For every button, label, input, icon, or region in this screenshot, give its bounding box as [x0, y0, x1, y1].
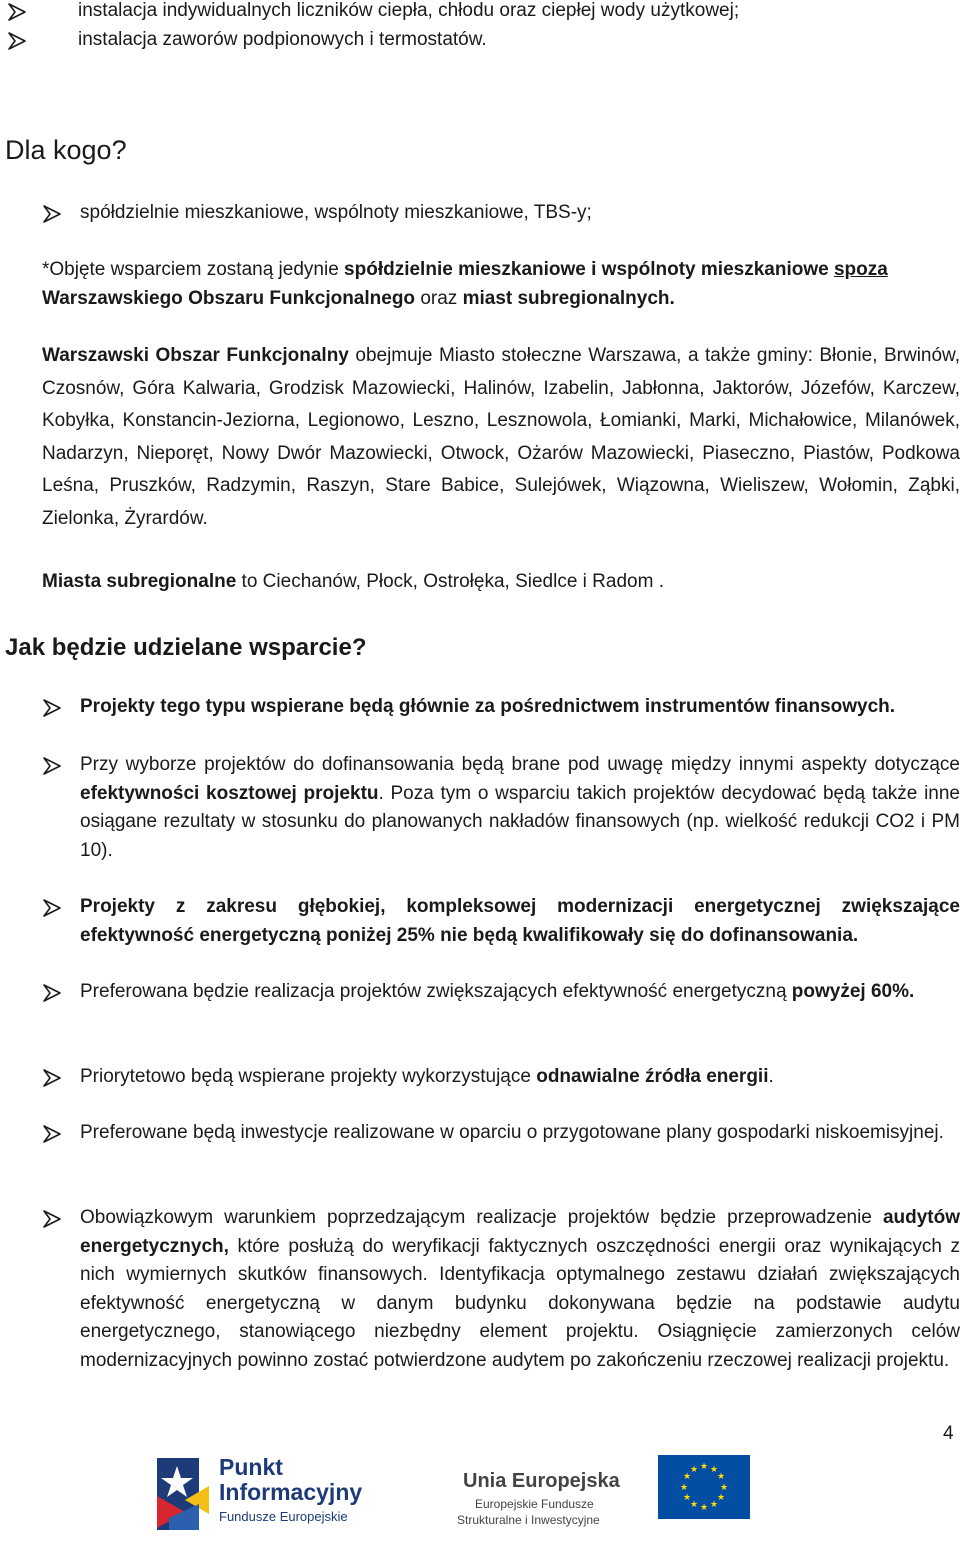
- b7-text-2: które posłużą do weryfikacji faktycznych oszczędności energii oraz wynikających z nich wymiernych skutków finansowych. Identyfikacja optymalnego zestawu działań zwiększających efektywność energetyczną w danym budynku dokonywana będzie na podstawie audytu energetycznego, stanowiącego niezbędny element projektu. Osiągnięcie zamierzonych celów modernizacyjnych powinno zostać potwierdzone audytem po zakończeniu rzeczowej realizacji projektu.: [80, 1235, 960, 1371]
- pi-logo-line2: Informacyjny: [219, 1479, 363, 1505]
- arrowhead-bullet-icon: [41, 755, 67, 781]
- b7-bold: audytów energetycznych,: [80, 1207, 960, 1257]
- svg-text:★: ★: [689, 1465, 699, 1475]
- subregional-paragraph: [42, 568, 960, 597]
- eu-logo-line1: Unia Europejska: [463, 1470, 620, 1492]
- list-item-text: instalacja zaworów podpionowych i termostatów.: [78, 29, 487, 50]
- punkt-informacyjny-logo: [155, 1452, 385, 1532]
- list-item-text: [80, 751, 960, 865]
- eu-logo: [455, 1455, 755, 1535]
- svg-text:★: ★: [699, 1462, 709, 1472]
- pi-logo-line3: Fundusze Europejskie: [219, 1509, 348, 1524]
- arrowhead-bullet-icon: [41, 1123, 67, 1149]
- note-underlined-outside: spoza: [833, 259, 888, 280]
- eu-logo-line2: Europejskie Fundusze: [475, 1497, 594, 1511]
- b2-text-1: Przy wyborze projektów do dofinansowania będą brane pod uwagę między innymi aspekty dotyczące: [80, 754, 960, 775]
- b4-text: Preferowana będzie realizacja projektów zwiększających efektywność energetyczną: [80, 981, 792, 1002]
- arrowhead-bullet-icon: [41, 1208, 67, 1234]
- list-item-text: Preferowane będą inwestycje realizowane w oparciu o przygotowane plany gospodarki niskoemisyjnej.: [80, 1122, 944, 1143]
- wof-paragraph: [42, 340, 960, 536]
- list-item-text: [80, 1204, 960, 1375]
- list-item-text: [80, 978, 960, 1007]
- section-heading-support: Jak będzie udzielane wsparcie?: [5, 634, 367, 661]
- arrowhead-bullet-icon: [41, 1067, 67, 1093]
- eu-logo-line3: Strukturalne i Inwestycyjne: [457, 1513, 600, 1527]
- b2-text-2: . Poza tym o wsparciu takich projektów decydować będą także inne osiągane rezultaty w stosunku do planowanych nakładów finansowych (np. wielkość redukcji CO2 i PM 10).: [80, 782, 960, 861]
- arrowhead-bullet-icon: [41, 982, 67, 1008]
- b4-bold: powyżej 60%.: [791, 981, 915, 1002]
- svg-text:★: ★: [716, 1493, 726, 1503]
- arrowhead-bullet-icon: [41, 697, 67, 723]
- arrowhead-bullet-icon: [41, 203, 67, 229]
- svg-text:★: ★: [689, 1500, 699, 1510]
- note-prefix: *Objęte wsparciem zostaną jedynie: [42, 259, 345, 280]
- b7-text-1: Obowiązkowym warunkiem poprzedzającym realizacje projektów będzie przeprowadzenie: [80, 1207, 883, 1228]
- page-number: 4: [943, 1423, 954, 1444]
- svg-text:★: ★: [709, 1465, 719, 1475]
- list-item-text: [80, 1063, 960, 1092]
- note-mid: oraz: [415, 287, 463, 309]
- pi-logo-line1: Punkt: [219, 1454, 283, 1480]
- eligibility-note: [42, 256, 960, 313]
- note-bold-cities: miast subregionalnych.: [462, 287, 675, 309]
- note-bold-wof: Warszawskiego Obszaru Funkcjonalnego: [42, 287, 416, 309]
- subregional-text: to Ciechanów, Płock, Ostrołęka, Siedlce i Radom .: [236, 571, 664, 592]
- arrowhead-bullet-icon: [6, 1, 32, 27]
- b5-bold: odnawialne źródła energii: [536, 1066, 769, 1087]
- wof-text: obejmuje Miasto stołeczne Warszawa, a także gminy: Błonie, Brwinów, Czosnów, Góra Kalwaria, Grodzisk Mazowiecki, Halinów, Izabelin, Jabłonna, Jaktorów, Józefów, Karczew, Kobyłka, Konstancin-Jeziorna, Legionowo, Leszno, Lesznowola, Łomianki, Marki, Michałowice, Milanówek, Nadarzyn, Nieporęt, Nowy Dwór Mazowiecki, Otwock, Ożarów Mazowiecki, Piaseczno, Piastów, Podkowa Leśna, Pruszków, Radzymin, Raszyn, Stare Babice, Sulejówek, Wiązowna, Wieliszew, Wołomin, Ząbki, Zielonka, Żyrardów.: [42, 345, 960, 529]
- note-bold-entities: spółdzielnie mieszkaniowe i wspólnoty mieszkaniowe: [344, 259, 834, 280]
- svg-text:★: ★: [679, 1483, 689, 1493]
- svg-text:★: ★: [716, 1472, 726, 1482]
- svg-text:★: ★: [682, 1472, 692, 1482]
- list-item-text: spółdzielnie mieszkaniowe, wspólnoty mieszkaniowe, TBS-y;: [80, 202, 592, 223]
- subregional-bold: Miasta subregionalne: [42, 571, 237, 592]
- arrowhead-bullet-icon: [6, 30, 32, 56]
- list-item-text: Projekty z zakresu głębokiej, kompleksowej modernizacji energetycznej zwiększające efektywność energetyczną poniżej 25% nie będą kwalifikowały się do dofinansowania.: [80, 896, 960, 946]
- wof-bold: Warszawski Obszar Funkcjonalny: [42, 345, 349, 366]
- eu-flag-icon: [658, 1455, 750, 1519]
- list-item-text: instalacja indywidualnych liczników ciepła, chłodu oraz ciepłej wody użytkowej;: [78, 0, 740, 21]
- svg-text:★: ★: [709, 1500, 719, 1510]
- b5-text-2: .: [768, 1066, 774, 1087]
- b5-text: Priorytetowo będą wspierane projekty wykorzystujące: [80, 1066, 537, 1087]
- punkt-informacyjny-logo-icon: [155, 1456, 211, 1532]
- arrowhead-bullet-icon: [41, 897, 67, 923]
- svg-text:★: ★: [699, 1503, 709, 1513]
- section-heading-for-whom: Dla kogo?: [5, 135, 127, 165]
- b2-bold: efektywności kosztowej projektu: [80, 782, 379, 804]
- svg-text:★: ★: [719, 1483, 729, 1493]
- svg-text:★: ★: [682, 1493, 692, 1503]
- list-item-text: Projekty tego typu wspierane będą głównie za pośrednictwem instrumentów finansowych.: [80, 696, 896, 717]
